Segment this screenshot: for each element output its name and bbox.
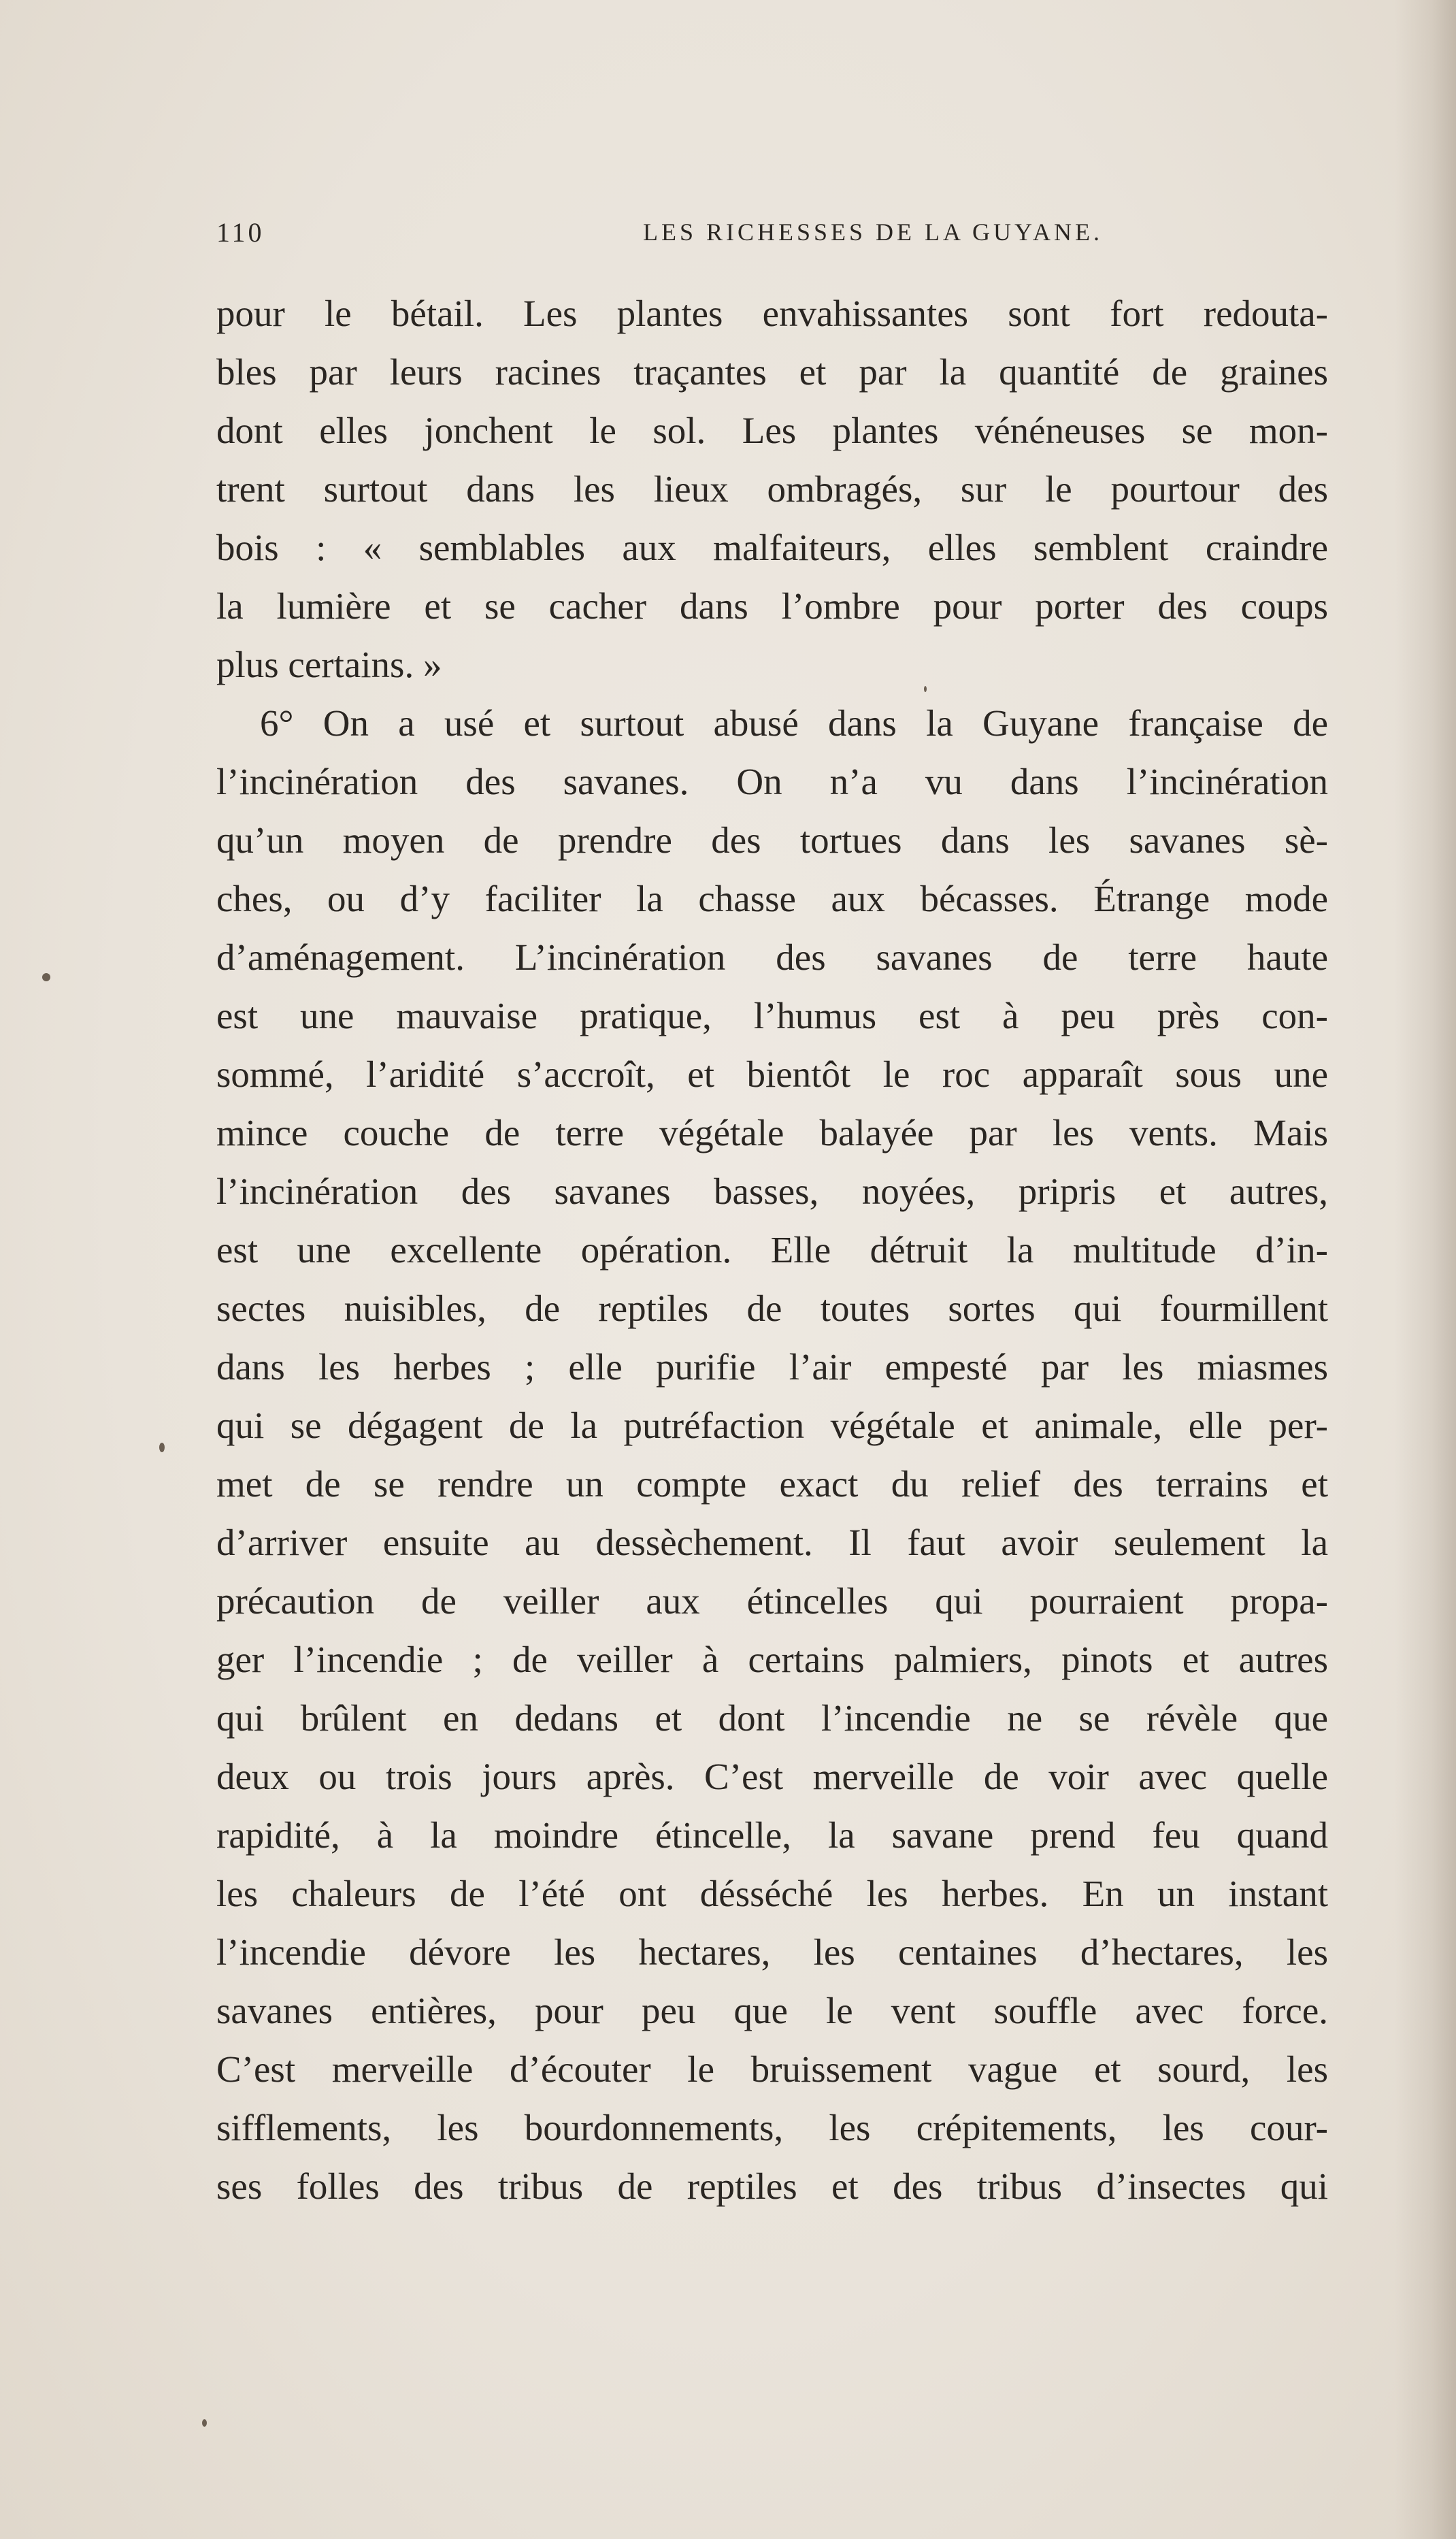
text-line: plus certains. » <box>216 644 442 685</box>
paper-speck <box>924 686 927 692</box>
text-line: savanes entières, pour peu que le vent souffle avec force. <box>216 1990 1328 2031</box>
text-line: pour le bétail. Les plantes envahissantes sont fort redouta- <box>216 293 1328 334</box>
text-line: mince couche de terre végétale balayée par les vents. Mais <box>216 1112 1328 1153</box>
text-line: l’incendie dévore les hectares, les centaines d’hectares, les <box>216 1931 1328 1973</box>
paragraph-start-line: 6° On a usé et surtout abusé dans la Guyane française de <box>260 702 1328 744</box>
page-header <box>216 216 1327 257</box>
text-line: ses folles des tribus de reptiles et des tribus d’insectes qui <box>216 2165 1328 2207</box>
text-line: l’incinération des savanes basses, noyées, pripris et autres, <box>216 1170 1328 1212</box>
text-line: bois : « semblables aux malfaiteurs, elles semblent craindre <box>216 527 1328 568</box>
text-line: C’est merveille d’écouter le bruissement vague et sourd, les <box>216 2048 1328 2090</box>
text-line: l’incinération des savanes. On n’a vu dans l’incinération <box>216 761 1328 802</box>
paper-speck <box>202 2419 207 2427</box>
text-line: sifflements, les bourdonnements, les crépitements, les cour- <box>216 2107 1328 2148</box>
text-line: d’arriver ensuite au dessèchement. Il faut avoir seulement la <box>216 1522 1328 1563</box>
text-line: les chaleurs de l’été ont désséché les herbes. En un instant <box>216 1873 1328 1914</box>
page-number: 110 <box>216 217 265 248</box>
text-line: met de se rendre un compte exact du relief des terrains et <box>216 1463 1328 1505</box>
text-line: ches, ou d’y faciliter la chasse aux bécasses. Étrange mode <box>216 878 1328 919</box>
text-line: sectes nuisibles, de reptiles de toutes sortes qui fourmillent <box>216 1288 1328 1329</box>
text-line: est une excellente opération. Elle détruit la multitude d’in- <box>216 1229 1328 1271</box>
text-line: dans les herbes ; elle purifie l’air empesté par les miasmes <box>216 1346 1328 1388</box>
text-line: ger l’incendie ; de veiller à certains palmiers, pinots et autres <box>216 1639 1328 1680</box>
body-text <box>216 284 1328 2216</box>
text-line: qu’un moyen de prendre des tortues dans les savanes sè- <box>216 819 1328 861</box>
text-line: bles par leurs racines traçantes et par la quantité de graines <box>216 351 1328 393</box>
page-edge-shadow <box>1395 0 1456 2539</box>
text-line: précaution de veiller aux étincelles qui pourraient propa- <box>216 1580 1328 1622</box>
text-line: dont elles jonchent le sol. Les plantes vénéneuses se mon- <box>216 410 1328 451</box>
text-line: sommé, l’aridité s’accroît, et bientôt le roc apparaît sous une <box>216 1053 1328 1095</box>
text-line: deux ou trois jours après. C’est merveille de voir avec quelle <box>216 1756 1328 1797</box>
paper-speck <box>159 1443 165 1452</box>
text-line: qui se dégagent de la putréfaction végétale et animale, elle per- <box>216 1405 1328 1446</box>
text-line: d’aménagement. L’incinération des savanes de terre haute <box>216 936 1328 978</box>
text-line: rapidité, à la moindre étincelle, la savane prend feu quand <box>216 1814 1328 1856</box>
text-line: la lumière et se cacher dans l’ombre pour porter des coups <box>216 585 1328 627</box>
text-line: est une mauvaise pratique, l’humus est à peu près con- <box>216 995 1328 1036</box>
running-title: LES RICHESSES DE LA GUYANE. <box>642 218 1104 246</box>
text-line: trent surtout dans les lieux ombragés, sur le pourtour des <box>216 468 1328 510</box>
text-line: qui brûlent en dedans et dont l’incendie ne se révèle que <box>216 1697 1328 1739</box>
paper-speck <box>42 973 50 981</box>
